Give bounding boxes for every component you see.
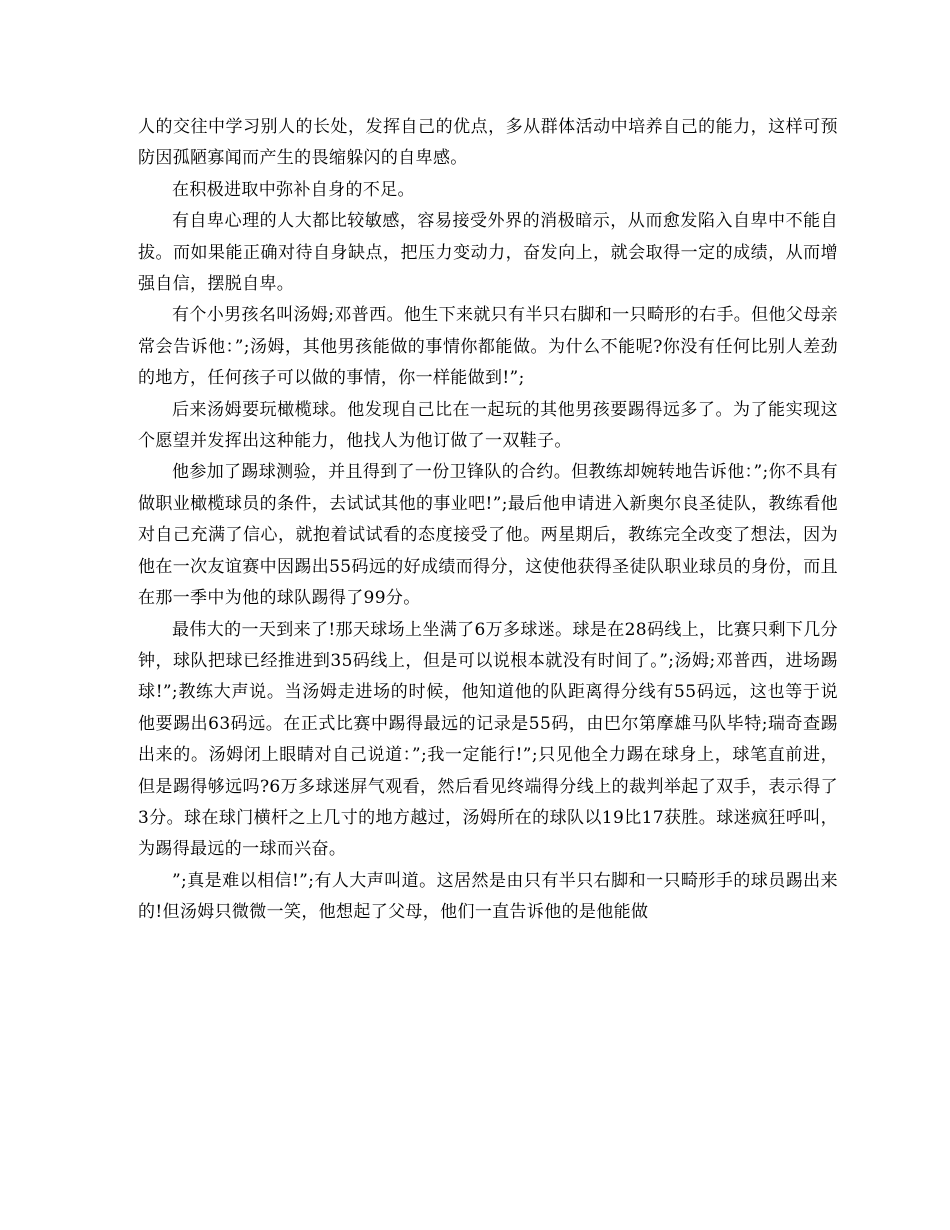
paragraph-6: 他参加了踢球测验，并且得到了一份卫锋队的合约。但教练却婉转地告诉他：”;你不具有做职业橄榄球员的条件，去试试其他的事业吧!”;最后他申请进入新奥尔良圣徒队，教练看他对自己充满了信心，就抱着试试看的态度接受了他。两星期后，教练完全改变了想法，因为他在一次友谊赛中因踢出55码远的好成绩而得分，这使他获得圣徒队职业球员的身份，而且在那一季中为他的球队踢得了99分。 [138,462,838,609]
paragraph-3: 有自卑心理的人大都比较敏感，容易接受外界的消极暗示，从而愈发陷入自卑中不能自拔。而如果能正确对待自身缺点，把压力变动力，奋发向上，就会取得一定的成绩，从而增强自信，摆脱自卑。 [138,211,838,295]
paragraph-8: ”;真是难以相信!”;有人大声叫道。这居然是由只有半只右脚和一只畸形手的球员踢出来的!但汤姆只微微一笑，他想起了父母，他们一直告诉他的是他能做 [138,870,838,923]
paragraph-2: 在积极进取中弥补自身的不足。 [172,179,415,200]
paragraph-4: 有个小男孩名叫汤姆;邓普西。他生下来就只有半只右脚和一只畸形的右手。但他父母亲常会告诉他：”;汤姆，其他男孩能做的事情你都能做。为什么不能呢?你没有任何比别人差劲的地方，任何孩子可以做的事情，你一样能做到!”; [138,305,838,389]
document-body [138,112,838,929]
paragraph-5: 后来汤姆要玩橄榄球。他发现自己比在一起玩的其他男孩要踢得远多了。为了能实现这个愿望并发挥出这种能力，他找人为他订做了一双鞋子。 [138,399,838,452]
paragraph-7: 最伟大的一天到来了!那天球场上坐满了6万多球迷。球是在28码线上，比赛只剩下几分钟，球队把球已经推进到35码线上，但是可以说根本就没有时间了。”;汤姆;邓普西，进场踢球!”;教练大声说。当汤姆走进场的时候，他知道他的队距离得分线有55码远，这也等于说他要踢出63码远。在正式比赛中踢得最远的记录是55码，由巴尔第摩雄马队毕特;瑞奇查踢出来的。汤姆闭上眼睛对自己说道：”;我一定能行!”;只见他全力踢在球身上，球笔直前进，但是踢得够远吗?6万多球迷屏气观看，然后看见终端得分线上的裁判举起了双手，表示得了3分。球在球门横杆之上几寸的地方越过，汤姆所在的球队以19比17获胜。球迷疯狂呼叫，为踢得最远的一球而兴奋。 [138,619,838,860]
paragraph-1: 人的交往中学习别人的长处，发挥自己的优点，多从群体活动中培养自己的能力，这样可预防因孤陋寡闻而产生的畏缩躲闪的自卑感。 [138,117,838,169]
